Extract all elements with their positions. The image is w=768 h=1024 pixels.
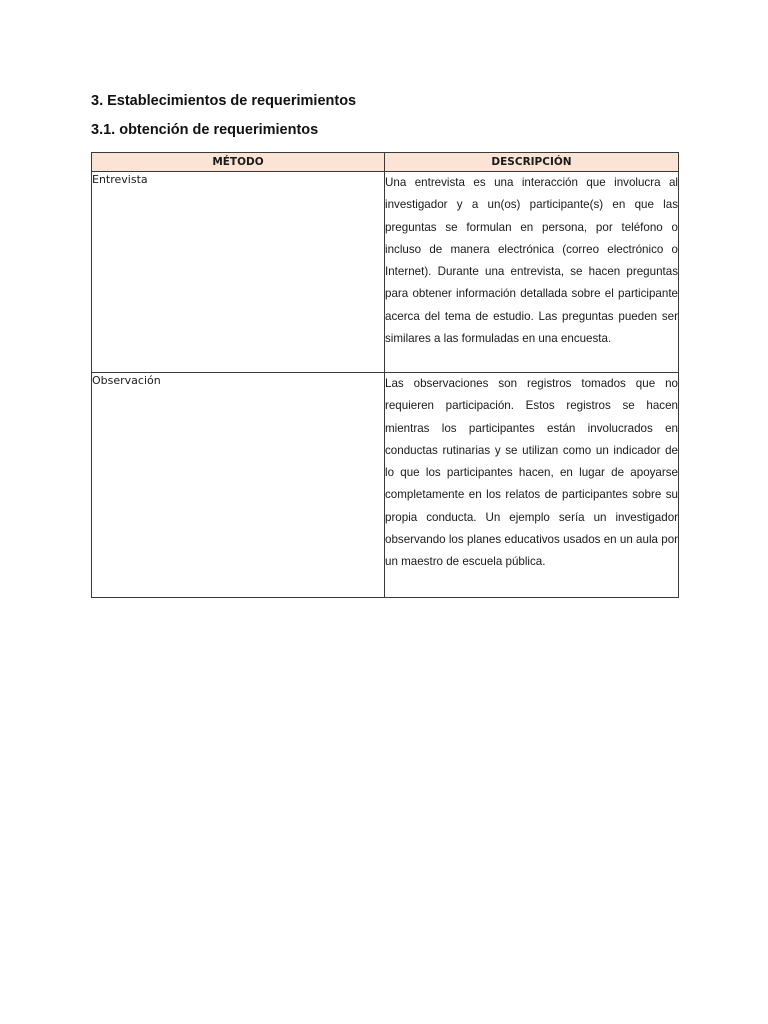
requirements-table (91, 152, 679, 598)
method-cell: Observación (92, 373, 385, 598)
description-column-header: DESCRIPCIÓN (385, 153, 679, 172)
method-column-header: MÉTODO (92, 153, 385, 172)
table-header-row (92, 153, 679, 172)
table-row (92, 172, 679, 373)
subsection-heading: 3.1. obtención de requerimientos (91, 122, 319, 138)
description-cell: Una entrevista es una interacción que involucra al investigador y a un(os) participante(s) en que las preguntas se formulan en persona, por teléfono o incluso de manera electrónica (correo electrónico o Internet). Durante una entrevista, se hacen preguntas para obtener información detallada sobre el participante acerca del tema de estudio. Las preguntas pueden ser similares a las formuladas en una encuesta. (385, 172, 679, 373)
method-cell: Entrevista (92, 172, 385, 373)
section-heading: 3. Establecimientos de requerimientos (91, 93, 357, 109)
table-row (92, 373, 679, 598)
description-cell: Las observaciones son registros tomados que no requieren participación. Estos registros se hacen mientras los participantes están involucrados en conductas rutinarias y se utilizan como un indicador de lo que los participantes hacen, en lugar de apoyarse completamente en los relatos de participantes sobre su propia conducta. Un ejemplo sería un investigador observando los planes educativos usados en un aula por un maestro de escuela pública. (385, 373, 679, 598)
